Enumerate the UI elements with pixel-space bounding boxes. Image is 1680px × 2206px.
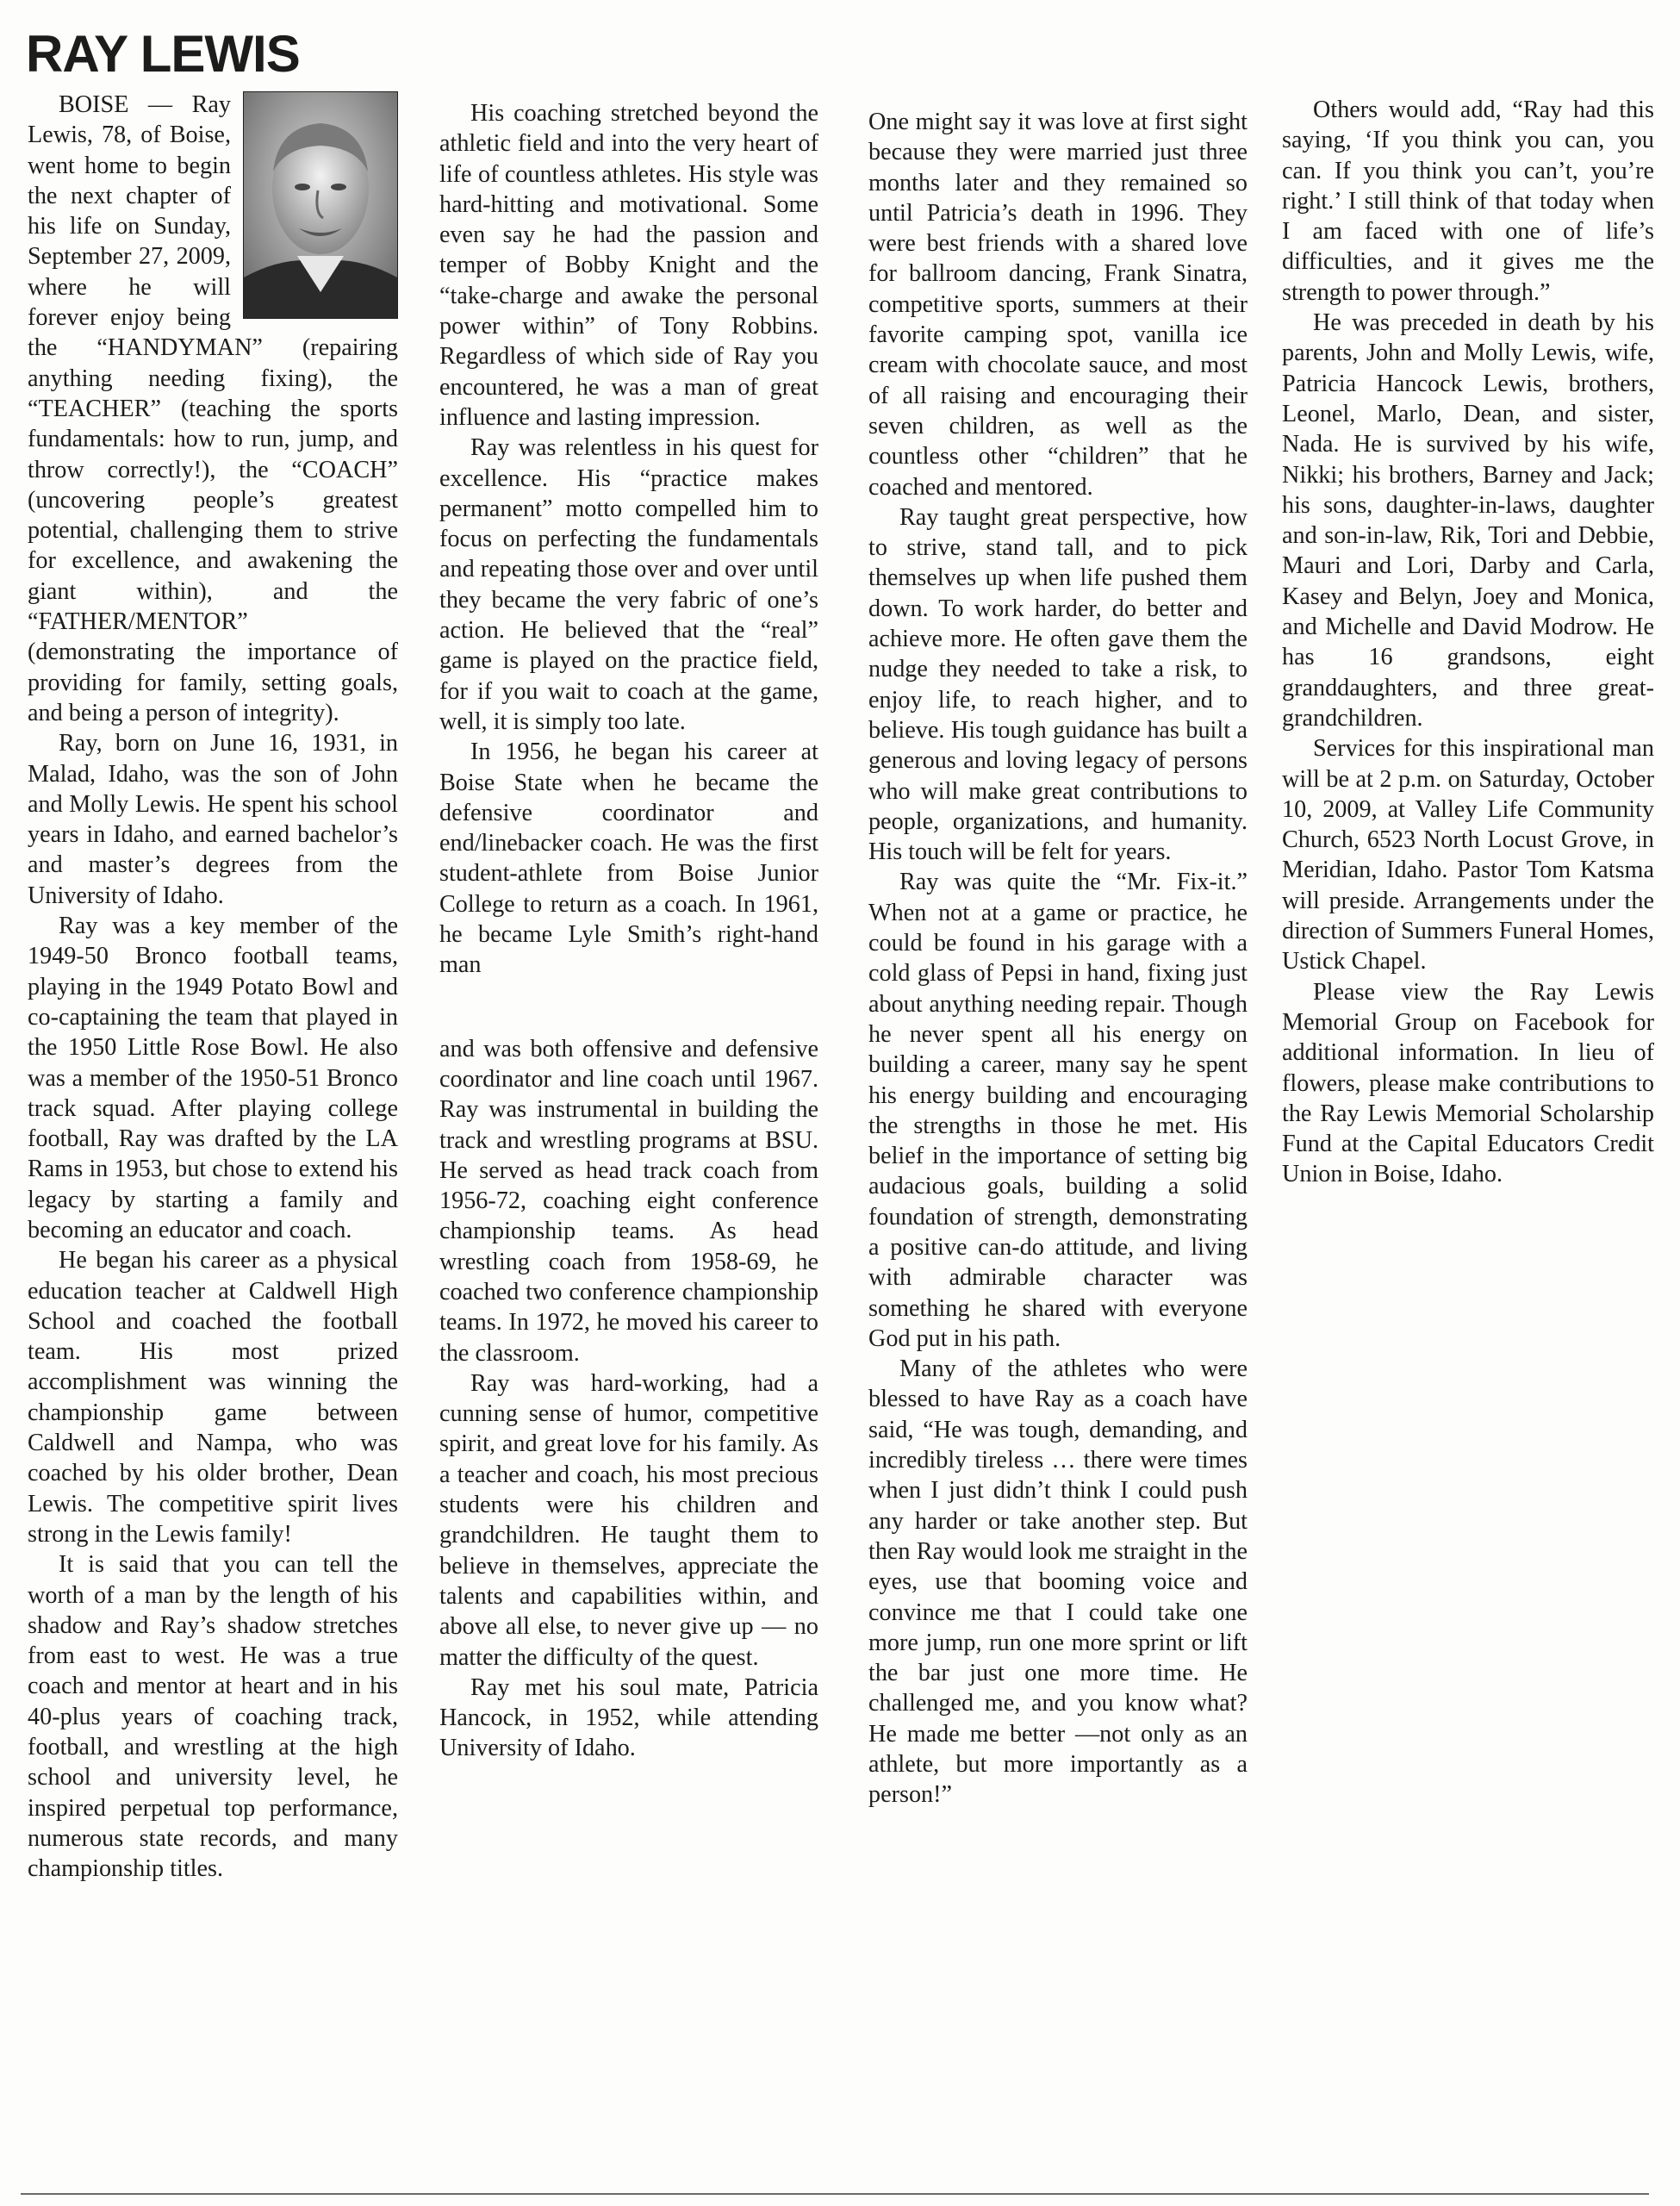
- column-1: [28, 90, 398, 1885]
- paragraph: Please view the Ray Lewis Memorial Group on Facebook for additional information. In lieu of flowers, please make contributions to the Ray Lewis Memorial Scholarship Fund at the Capital Educators Credit Union in Boise, Idaho.: [1282, 978, 1654, 1188]
- paragraph-continued: and was both offensive and defensive coordinator and line coach until 1967. Ray was instrumental in building the track and wrestling programs at BSU. He served as head track coach from 1956-72, coaching eight conference championship teams. As head wrestling coach from 1958-69, he coached two conference championship teams. In 1972, he moved his career to the classroom.: [439, 1035, 818, 1367]
- paragraph: Ray was quite the “Mr. Fix-it.” When not at a game or practice, he could be found in his garage with a cold glass of Pepsi in hand, fixing just about anything needing repair. Though he never spent all his energy on building a career, many say he spent his energy building and encouraging the strengths in those he met. His belief in the importance of setting big audacious goals, building a solid foundation of strength, demonstrating a positive can-do attitude, and living with admirable character was something he shared with everyone God put in his path.: [868, 869, 1248, 1352]
- column-break-gap: [439, 981, 818, 1034]
- paragraph: Ray taught great perspective, how to strive, stand tall, and to pick themselves up when life pushed them down. To work harder, do better and achieve more. He often gave them the nudge they needed to take a risk, to enjoy life, to reach higher, and to believe. His tough guidance has built a generous and loving legacy of persons who will make great contributions to people, organizations, and humanity. His touch will be felt for years.: [868, 503, 1248, 866]
- paragraph: Ray met his soul mate, Patricia Hancock, in 1952, while attending University of Idaho.: [439, 1673, 818, 1762]
- obituary-title: RAY LEWIS: [26, 25, 300, 83]
- paragraph: Ray was a key member of the 1949-50 Bronco football teams, playing in the 1949 Potato Bowl and co-captaining the team that played in the 1950 Little Rose Bowl. He also was a member of the 1950-51 Bronco track squad. After playing college football, Ray was drafted by the LA Rams in 1953, but chose to extend his legacy by starting a family and becoming an educator and coach.: [28, 913, 398, 1243]
- portrait-photo: [243, 91, 398, 319]
- column-3: [868, 107, 1248, 1810]
- paragraph: He was preceded in death by his parents, John and Molly Lewis, wife, Patricia Hancock Lewis, brothers, Leonel, Marlo, Dean, and sister, Nada. He is survived by his wife, Nikki; his brothers, Barney and Jack; his sons, daughter-in-laws, daughter and son-in-law, Rik, Tori and Debbie, Mauri and Lori, Darby and Carla, Kasey and Belyn, Joey and Monica, and Michelle and David Modrow. He has 16 grandsons, eight granddaughters, and three great-grandchildren.: [1282, 309, 1654, 732]
- portrait-image: [244, 92, 397, 318]
- bottom-rule: [21, 2193, 1649, 2195]
- column-4: [1282, 95, 1654, 1190]
- paragraph: Others would add, “Ray had this saying, ‘If you think you can, you can. If you think you can’t, you’re right.’ I still think of that today when I am faced with one of life’s difficulties, and it gives me the strength to power through.”: [1282, 97, 1654, 306]
- paragraph: One might say it was love at first sight because they were married just three months later and they remained so until Patricia’s death in 1996. They were best friends with a shared love for ballroom dancing, Frank Sinatra, competitive sports, summers at their favorite camping spot, vanilla ice cream with chocolate sauce, and most of all raising and encouraging their seven children, as well as the countless other “children” that he coached and mentored.: [868, 109, 1248, 501]
- paragraph: Ray, born on June 16, 1931, in Malad, Idaho, was the son of John and Molly Lewis. He spent his school years in Idaho, and earned bachelor’s and master’s degrees from the University of Idaho.: [28, 730, 398, 909]
- column-2: [439, 98, 818, 1764]
- paragraph: Many of the athletes who were blessed to have Ray as a coach have said, “He was tough, demanding, and incredibly tireless … there were times when I just didn’t think I could push any harder or take another step. But then Ray would look me straight in the eyes, use that booming voice and convince me that I could take one more jump, run one more sprint or lift the bar just one more time. He challenged me, and you know what? He made me better —not only as an athlete, but more importantly as a person!”: [868, 1355, 1248, 1809]
- paragraph: He began his career as a physical education teacher at Caldwell High School and coached the football team. His most prized accomplishment was winning the championship game between Caldwell and Nampa, who was coached by his older brother, Dean Lewis. The competitive spirit lives strong in the Lewis family!: [28, 1247, 398, 1548]
- paragraph: Ray was relentless in his quest for excellence. His “practice makes permanent” motto compelled him to focus on perfecting the fundamentals and repeating those over and over until they became the very fabric of one’s action. He believed that the “real” game is played on the practice field, for if you wait to coach at the game, well, it is simply too late.: [439, 434, 818, 735]
- paragraph: In 1956, he began his career at Boise State when he became the defensive coordinator and end/linebacker coach. He was the first student-athlete from Boise Junior College to return as a coach. In 1961, he became Lyle Smith’s right-hand man: [439, 738, 818, 979]
- paragraph: BOISE — Ray Lewis, 78, of Boise, went home to begin the next chapter of his life on Sunday, September 27, 2009, where he will forever enjoy being the “HANDYMAN” (repairing anything needing fixing), the “TEACHER” (teaching the sports fundamentals: how to run, jump, and throw correctly!), the “COACH” (uncovering people’s greatest potential, challenging them to strive for excellence, and awakening the giant within), and the “FATHER/MENTOR” (demonstrating the importance of providing for family, setting goals, and being a person of integrity).: [28, 91, 398, 726]
- paragraph: Ray was hard-working, had a cunning sense of humor, competitive spirit, and great love for his family. As a teacher and coach, his most precious students were his children and grandchildren. He taught them to believe in themselves, appreciate the talents and capabilities within, and above all else, to never give up — no matter the difficulty of the quest.: [439, 1369, 818, 1671]
- paragraph: His coaching stretched beyond the athletic field and into the very heart of life of countless athletes. His style was hard-hitting and motivational. Some even say he had the passion and temper of Bobby Knight and the “take-charge and awake the personal power within” of Tony Robbins. Regardless of which side of Ray you encountered, he was a man of great influence and lasting impression.: [439, 100, 818, 431]
- paragraph: Services for this inspirational man will be at 2 p.m. on Saturday, October 10, 2009, at Valley Life Community Church, 6523 North Locust Grove, in Meridian, Idaho. Pastor Tom Katsma will preside. Arrangements under the direction of Summers Funeral Homes, Ustick Chapel.: [1282, 735, 1654, 975]
- paragraph: It is said that you can tell the worth of a man by the length of his shadow and Ray’s shadow stretches from east to west. He was a true coach and mentor at heart and in his 40-plus years of coaching track, football, and wrestling at the high school and university level, he inspired perpetual top performance, numerous state records, and many championship titles.: [28, 1551, 398, 1883]
